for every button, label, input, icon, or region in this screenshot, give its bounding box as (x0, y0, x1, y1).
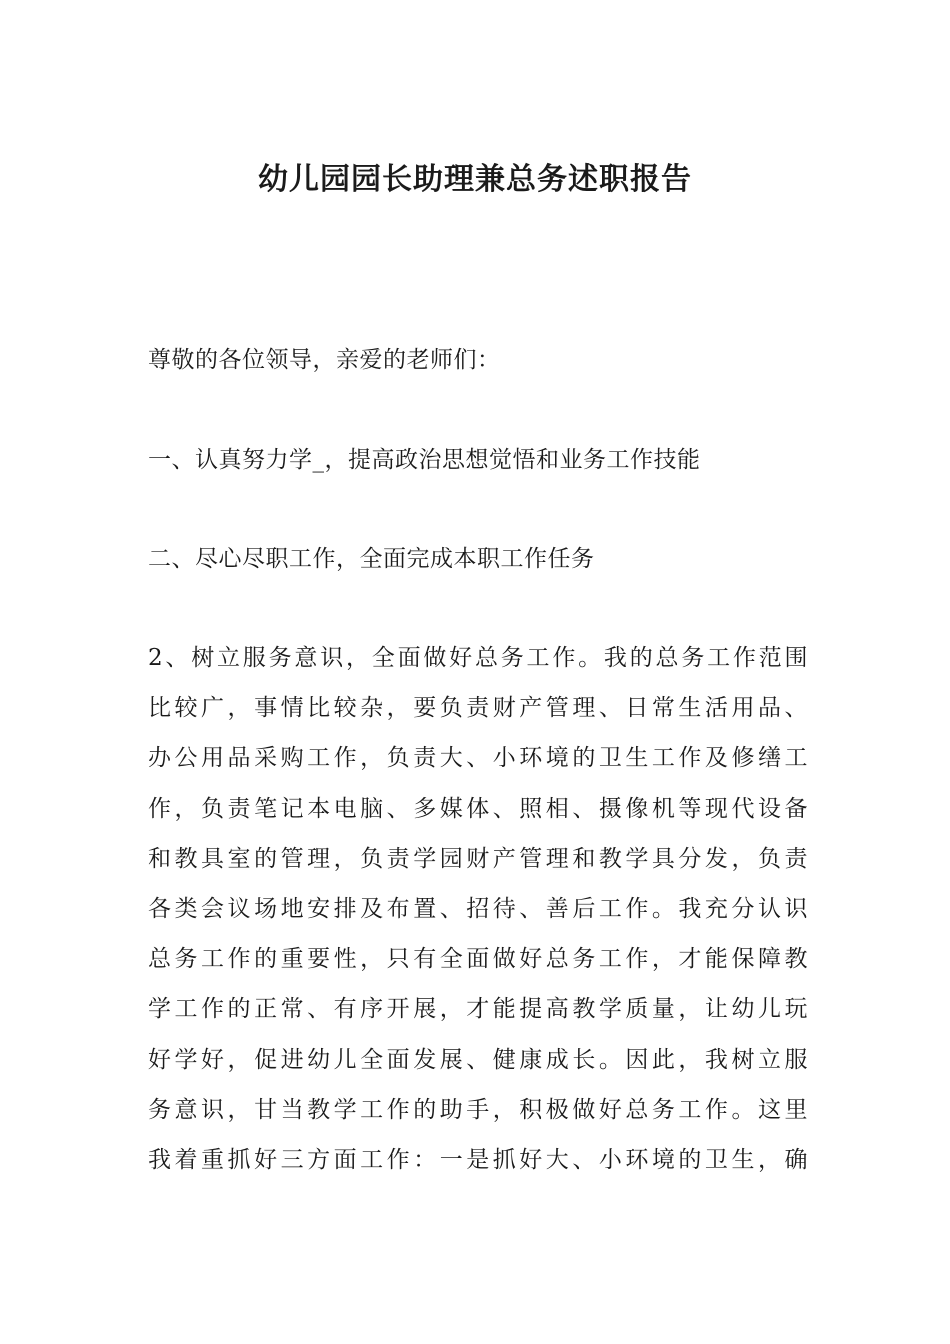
paragraph-line: 总务工作的重要性，只有全面做好总务工作，才能保障教 (148, 946, 808, 973)
paragraph-line: 和教具室的管理，负责学园财产管理和教学具分发，负责 (148, 845, 808, 872)
paragraph-line: 好学好，促进幼儿全面发展、健康成长。因此，我树立服 (148, 1046, 808, 1073)
paragraph-line: 2、树立服务意识，全面做好总务工作。我的总务工作范围 (148, 645, 808, 671)
paragraph-line: 务意识，甘当教学工作的助手，积极做好总务工作。这里 (148, 1096, 808, 1123)
salutation: 尊敬的各位领导，亲爱的老师们： (148, 347, 501, 373)
paragraph-line: 作，负责笔记本电脑、多媒体、照相、摄像机等现代设备 (148, 795, 808, 822)
paragraph-line: 比较广，事情比较杂，要负责财产管理、日常生活用品、 (148, 695, 808, 722)
section-heading-2: 二、尽心尽职工作，全面完成本职工作任务 (148, 546, 595, 572)
paragraph-line: 办公用品采购工作，负责大、小环境的卫生工作及修缮工 (148, 745, 808, 772)
paragraph-line: 各类会议场地安排及布置、招待、善后工作。我充分认识 (148, 895, 808, 922)
paragraph-line: 我着重抓好三方面工作：一是抓好大、小环境的卫生，确 (148, 1146, 808, 1173)
paragraph-line: 学工作的正常、有序开展，才能提高教学质量，让幼儿玩 (148, 996, 808, 1023)
body-paragraph (148, 641, 808, 1193)
document-title: 幼儿园园长助理兼总务述职报告 (258, 162, 692, 197)
section-heading-1: 一、认真努力学_，提高政治思想觉悟和业务工作技能 (148, 447, 701, 473)
